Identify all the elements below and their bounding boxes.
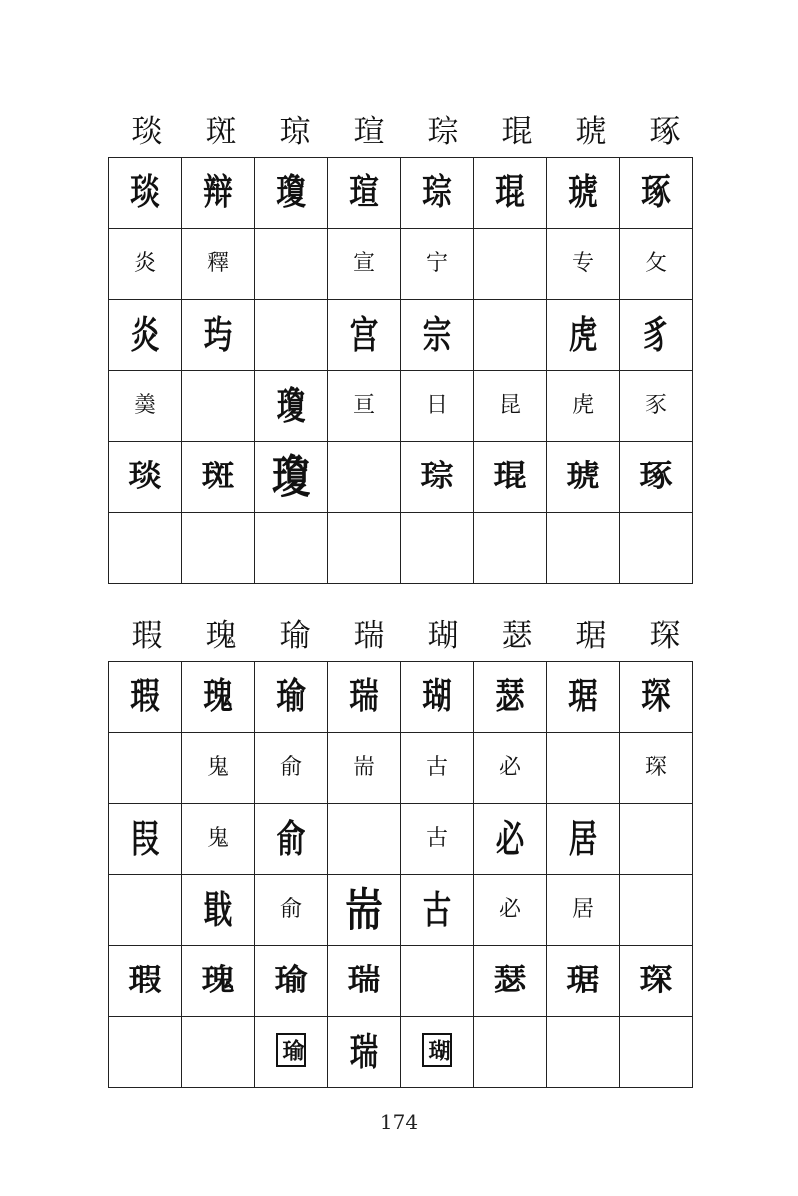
glyph-cell xyxy=(328,513,401,584)
glyph: 昆 xyxy=(498,393,521,418)
glyph-cell xyxy=(328,1017,401,1088)
table-row xyxy=(109,300,693,371)
glyph-cell xyxy=(182,371,255,442)
glyph-cell xyxy=(182,733,255,804)
header-char: 斑 xyxy=(205,114,237,150)
glyph: 琚 xyxy=(568,676,598,717)
glyph-cell xyxy=(401,229,474,300)
header-char: 琨 xyxy=(501,114,533,150)
glyph-cell xyxy=(547,300,620,371)
glyph: 叚 xyxy=(130,817,160,861)
glyph: 琨 xyxy=(493,459,527,494)
glyph: 古 xyxy=(425,826,448,851)
glyph: 日 xyxy=(425,393,448,418)
glyph-cell xyxy=(255,158,328,229)
glyph-cell xyxy=(401,371,474,442)
header-char: 琛 xyxy=(649,618,681,654)
glyph: 炎 xyxy=(133,251,156,276)
glyph-cell xyxy=(401,804,474,875)
glyph-cell xyxy=(547,442,620,513)
glyph: 瑜 xyxy=(276,676,306,717)
glyph-cell xyxy=(255,946,328,1017)
glyph: 古 xyxy=(425,755,448,780)
glyph-cell xyxy=(328,300,401,371)
glyph-cell xyxy=(620,804,693,875)
glyph-cell xyxy=(474,158,547,229)
section1-header-row xyxy=(110,112,702,152)
glyph-cell xyxy=(182,946,255,1017)
glyph: 宁 xyxy=(425,251,448,276)
glyph-cell xyxy=(401,513,474,584)
glyph-cell xyxy=(474,371,547,442)
glyph-cell xyxy=(620,1017,693,1088)
glyph-cell xyxy=(255,804,328,875)
glyph-cell xyxy=(255,442,328,513)
glyph-cell xyxy=(474,229,547,300)
table-row xyxy=(109,229,693,300)
glyph-cell xyxy=(328,442,401,513)
glyph: 俞 xyxy=(279,897,302,922)
glyph-cell xyxy=(109,158,182,229)
glyph-cell xyxy=(182,158,255,229)
table-row xyxy=(109,158,693,229)
glyph: 瑰 xyxy=(203,676,233,717)
glyph-cell xyxy=(328,733,401,804)
glyph-cell xyxy=(547,946,620,1017)
glyph: 瑜 xyxy=(276,1033,306,1067)
glyph-cell xyxy=(182,662,255,733)
section2-glyph-table xyxy=(108,661,693,1088)
glyph-cell xyxy=(182,804,255,875)
glyph: 鬼 xyxy=(206,826,229,851)
glyph-cell xyxy=(401,946,474,1017)
glyph-cell xyxy=(328,158,401,229)
glyph-cell xyxy=(401,158,474,229)
glyph: 琰 xyxy=(130,172,160,213)
glyph: 瑕 xyxy=(128,963,162,998)
glyph: 玙 xyxy=(203,313,233,357)
glyph-cell xyxy=(547,513,620,584)
glyph-cell xyxy=(109,733,182,804)
glyph-cell xyxy=(182,300,255,371)
glyph: 俞 xyxy=(276,817,306,861)
table-row xyxy=(109,371,693,442)
glyph-cell xyxy=(109,442,182,513)
glyph-cell xyxy=(620,662,693,733)
table-row xyxy=(109,946,693,1017)
glyph-cell xyxy=(109,875,182,946)
glyph: 古 xyxy=(422,888,452,932)
glyph: 琢 xyxy=(639,459,673,494)
glyph-cell xyxy=(255,733,328,804)
glyph: 瑄 xyxy=(349,172,379,213)
glyph-cell xyxy=(109,371,182,442)
glyph: 宗 xyxy=(422,313,452,357)
table-row xyxy=(109,662,693,733)
header-char: 瑚 xyxy=(427,618,459,654)
glyph-cell xyxy=(109,300,182,371)
glyph: 釋 xyxy=(206,251,229,276)
glyph-cell xyxy=(547,1017,620,1088)
glyph-cell xyxy=(109,1017,182,1088)
header-char: 瑕 xyxy=(131,618,163,654)
glyph: 虎 xyxy=(568,313,598,357)
header-char: 琰 xyxy=(131,114,163,150)
glyph: 必 xyxy=(498,897,521,922)
glyph: 琛 xyxy=(641,676,671,717)
glyph-cell xyxy=(255,875,328,946)
glyph: 辩 xyxy=(203,172,233,213)
glyph: 羮 xyxy=(133,393,156,418)
glyph-cell xyxy=(474,875,547,946)
glyph: 瑜 xyxy=(274,963,308,998)
glyph: 瑞 xyxy=(349,676,379,717)
glyph: 必 xyxy=(495,817,525,861)
glyph-cell xyxy=(620,513,693,584)
glyph: 琚 xyxy=(566,963,600,998)
glyph-cell xyxy=(401,1017,474,1088)
glyph: 琨 xyxy=(495,172,525,213)
glyph-cell xyxy=(547,733,620,804)
glyph-cell xyxy=(255,662,328,733)
glyph: 瑰 xyxy=(201,963,235,998)
glyph-cell xyxy=(474,513,547,584)
glyph: 豕 xyxy=(644,393,667,418)
glyph: 瑟 xyxy=(495,676,525,717)
glyph: 瑕 xyxy=(130,676,160,717)
glyph-cell xyxy=(328,229,401,300)
table-row xyxy=(109,1017,693,1088)
glyph-cell xyxy=(547,158,620,229)
glyph-cell xyxy=(474,662,547,733)
glyph: 瓊 xyxy=(276,172,306,213)
header-char: 琚 xyxy=(575,618,607,654)
glyph: 耑 xyxy=(352,755,375,780)
glyph: 宫 xyxy=(349,313,379,357)
table-row xyxy=(109,875,693,946)
glyph: 豸 xyxy=(641,313,671,357)
glyph: 戢 xyxy=(203,888,233,932)
glyph: 俞 xyxy=(279,755,302,780)
glyph-cell xyxy=(328,875,401,946)
glyph: 琥 xyxy=(566,459,600,494)
glyph-cell xyxy=(401,875,474,946)
glyph-cell xyxy=(474,1017,547,1088)
glyph-cell xyxy=(182,229,255,300)
glyph-cell xyxy=(620,733,693,804)
glyph-cell xyxy=(547,875,620,946)
glyph: 斑 xyxy=(201,459,235,494)
section2-header-row xyxy=(110,616,702,656)
glyph-cell xyxy=(547,229,620,300)
glyph-cell xyxy=(620,158,693,229)
glyph-cell xyxy=(474,300,547,371)
glyph: 琥 xyxy=(568,172,598,213)
header-char: 琢 xyxy=(649,114,681,150)
header-char: 琮 xyxy=(427,114,459,150)
glyph: 炎 xyxy=(130,313,160,357)
table-row xyxy=(109,804,693,875)
glyph: 琛 xyxy=(639,963,673,998)
glyph: 专 xyxy=(571,251,594,276)
table-row xyxy=(109,442,693,513)
glyph-cell xyxy=(620,229,693,300)
glyph-cell xyxy=(474,442,547,513)
header-char: 琼 xyxy=(279,114,311,150)
glyph-cell xyxy=(328,804,401,875)
glyph: 瓊 xyxy=(276,384,306,428)
glyph: 琮 xyxy=(420,459,454,494)
glyph: 瑞 xyxy=(347,963,381,998)
glyph-cell xyxy=(474,733,547,804)
glyph: 鬼 xyxy=(206,755,229,780)
glyph: 琮 xyxy=(422,172,452,213)
glyph-cell xyxy=(547,371,620,442)
glyph-cell xyxy=(109,229,182,300)
glyph-cell xyxy=(401,733,474,804)
glyph-cell xyxy=(328,946,401,1017)
glyph-cell xyxy=(255,229,328,300)
glyph-cell xyxy=(620,946,693,1017)
glyph-cell xyxy=(182,875,255,946)
header-char: 瑄 xyxy=(353,114,385,150)
header-char: 琥 xyxy=(575,114,607,150)
glyph-cell xyxy=(109,662,182,733)
glyph: 瓊 xyxy=(271,450,310,504)
glyph-cell xyxy=(401,442,474,513)
glyph-cell xyxy=(620,875,693,946)
glyph-cell xyxy=(328,371,401,442)
glyph-cell xyxy=(328,662,401,733)
glyph-cell xyxy=(109,513,182,584)
header-char: 瑞 xyxy=(353,618,385,654)
glyph-cell xyxy=(620,442,693,513)
header-char: 瑰 xyxy=(205,618,237,654)
glyph: 亘 xyxy=(352,393,375,418)
glyph-cell xyxy=(401,300,474,371)
glyph-cell xyxy=(255,513,328,584)
glyph: 宣 xyxy=(352,251,375,276)
glyph-cell xyxy=(255,371,328,442)
glyph: 攵 xyxy=(644,251,667,276)
glyph-cell xyxy=(109,804,182,875)
glyph-cell xyxy=(620,371,693,442)
glyph-cell xyxy=(109,946,182,1017)
table-row xyxy=(109,733,693,804)
glyph: 瑟 xyxy=(493,963,527,998)
glyph-cell xyxy=(182,513,255,584)
glyph-cell xyxy=(255,300,328,371)
glyph: 必 xyxy=(498,755,521,780)
header-char: 瑜 xyxy=(279,618,311,654)
glyph: 琛 xyxy=(644,755,667,780)
glyph-cell xyxy=(547,804,620,875)
glyph: 琰 xyxy=(128,459,162,494)
glyph-cell xyxy=(182,442,255,513)
glyph-cell xyxy=(401,662,474,733)
glyph-cell xyxy=(255,1017,328,1088)
glyph: 瑚 xyxy=(422,1033,452,1067)
page-number: 174 xyxy=(379,1110,419,1134)
glyph-cell xyxy=(474,804,547,875)
section1-glyph-table xyxy=(108,157,693,584)
glyph: 耑 xyxy=(344,883,383,937)
glyph: 居 xyxy=(568,817,598,861)
glyph-cell xyxy=(474,946,547,1017)
glyph: 瑞 xyxy=(349,1030,379,1074)
header-char: 瑟 xyxy=(501,618,533,654)
glyph-cell xyxy=(547,662,620,733)
glyph: 虎 xyxy=(571,393,594,418)
glyph: 琢 xyxy=(641,172,671,213)
glyph: 瑚 xyxy=(422,676,452,717)
glyph-cell xyxy=(620,300,693,371)
glyph-cell xyxy=(182,1017,255,1088)
glyph: 居 xyxy=(571,897,594,922)
table-row xyxy=(109,513,693,584)
